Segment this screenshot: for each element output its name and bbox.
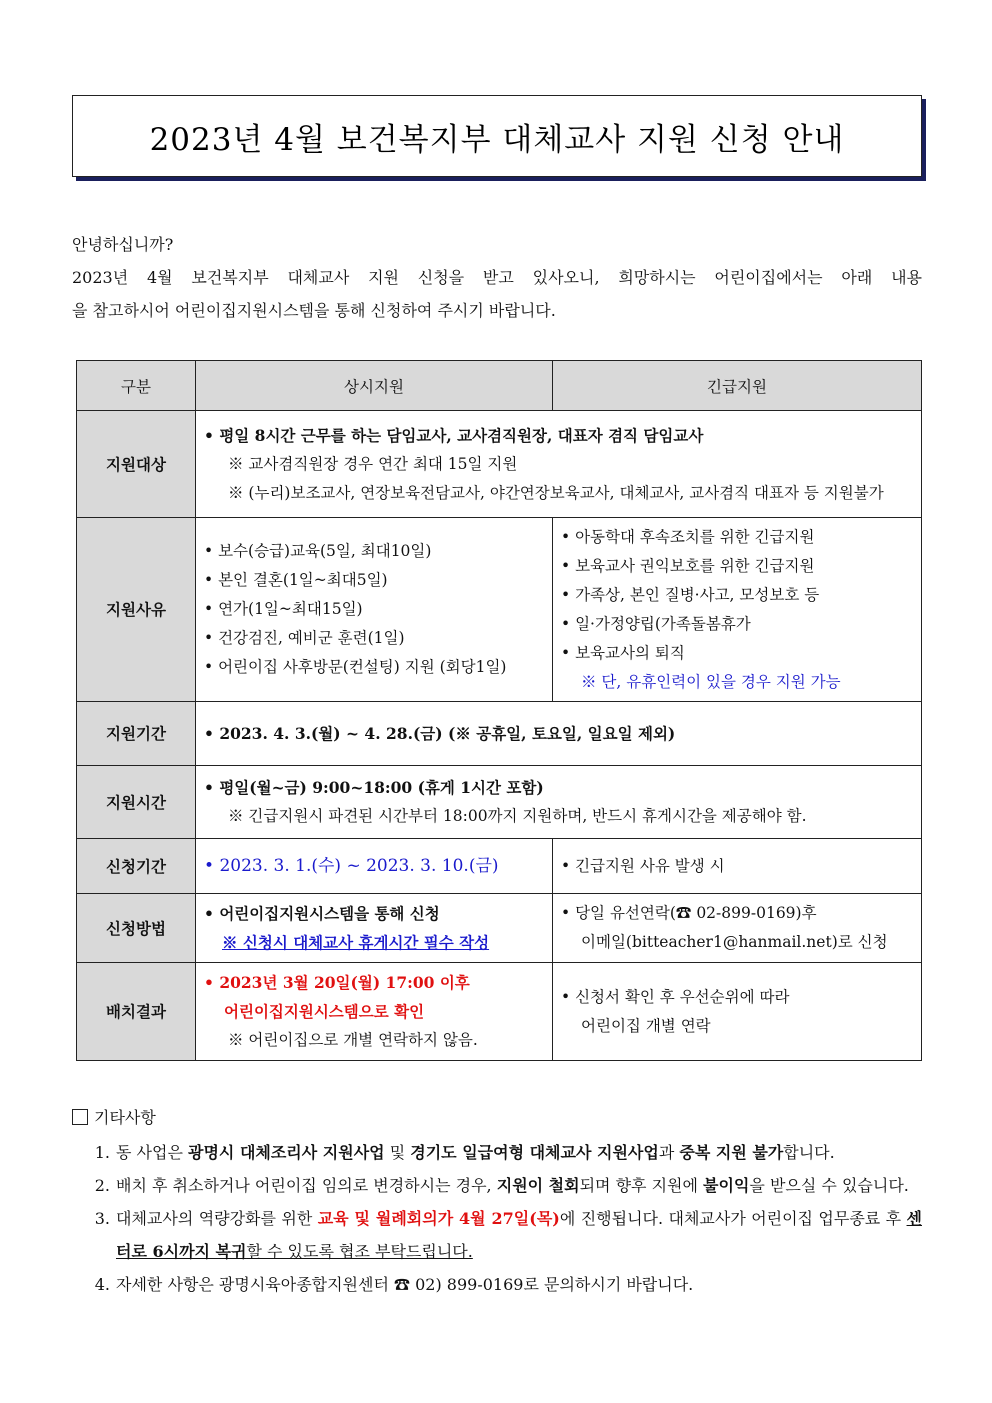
result-regular1: • 2023년 3월 20일(월) 17:00 이후 (204, 968, 544, 997)
label-hours: 지원시간 (77, 766, 196, 839)
list-item-text (116, 1202, 922, 1268)
list-item-text (116, 1136, 922, 1169)
cell-apply-method-urgent (553, 894, 922, 963)
hours-main: • 평일(월~금) 9:00~18:00 (휴게 1시간 포함) (204, 773, 913, 802)
reason-regular-item: • 건강검진, 예비군 훈련(1일) (204, 624, 544, 653)
text-segment: 동 사업은 (116, 1143, 188, 1162)
intro-line2: 을 참고하시어 어린이집지원시스템을 통해 신청하여 주시기 바랍니다. (72, 301, 556, 320)
cell-result-urgent (553, 963, 922, 1061)
target-note1: ※ 교사겸직원장 경우 연간 최대 15일 지원 (228, 454, 518, 473)
label-result: 배치결과 (77, 963, 196, 1061)
list-item-text (116, 1169, 922, 1202)
list-item-number: 1. (94, 1143, 110, 1162)
reason-regular-item: • 본인 결혼(1일~최대5일) (204, 566, 544, 595)
etc-heading-text: 기타사항 (94, 1108, 156, 1127)
text-segment-red: 교육 및 월례회의가 4월 27일(목) (317, 1209, 560, 1228)
intro-line1: 2023년 4월 보건복지부 대체교사 지원 신청을 받고 있사오니, 희망하시는 어린이집에서는 아래 내용 (72, 268, 922, 287)
list-item-number: 2. (94, 1176, 110, 1195)
cell-apply-period-regular (196, 839, 553, 894)
etc-list (72, 1136, 922, 1301)
row-reason (77, 518, 922, 702)
reason-urgent-item: • 보육교사 권익보호를 위한 긴급지원 (561, 552, 913, 581)
reason-urgent-item: • 가족상, 본인 질병·사고, 모성보호 등 (561, 581, 913, 610)
list-item (72, 1136, 922, 1169)
cell-apply-method-regular (196, 894, 553, 963)
reason-regular-item: • 보수(승급)교육(5일, 최대10일) (204, 537, 544, 566)
cell-reason-urgent (553, 518, 922, 702)
text-segment-bold: 지원이 철회 (496, 1176, 580, 1195)
text-segment-bold: 불이익 (703, 1176, 750, 1195)
reason-urgent-item: • 아동학대 후속조치를 위한 긴급지원 (561, 523, 913, 552)
text-segment: 배치 후 취소하거나 어린이집 임의로 변경하시는 경우, (116, 1176, 497, 1195)
hours-note: ※ 긴급지원시 파견된 시간부터 18:00까지 지원하며, 반드시 휴게시간을 제공해야 함. (228, 807, 807, 825)
list-item (72, 1202, 922, 1268)
apply-period-regular: • 2023. 3. 1.(수) ~ 2023. 3. 10.(금) (204, 852, 544, 881)
list-item (72, 1268, 922, 1301)
text-segment: 자세한 사항은 광명시육아종합지원센터 ☎ 02) 899-0169로 문의하시기 바랍니다. (116, 1275, 694, 1294)
reason-regular-item: • 어린이집 사후방문(컨설팅) 지원 (회당1일) (204, 653, 544, 682)
list-item (72, 1169, 922, 1202)
apply-method-urgent2: 이메일(bitteacher1@hanmail.net)로 신청 (581, 933, 888, 951)
text-segment-underline: 센터로 6시까지 복귀 (116, 1209, 922, 1261)
title-box (72, 95, 922, 177)
text-segment: 에 진행됩니다. 대체교사가 어린이집 업무종료 후 (559, 1209, 907, 1228)
text-segment: 을 받으실 수 있습니다. (749, 1176, 909, 1195)
period-text: • 2023. 4. 3.(월) ~ 4. 28.(금) (※ 공휴일, 토요일, 일요일 제외) (204, 719, 913, 748)
result-regular-note: ※ 어린이집으로 개별 연락하지 않음. (228, 1031, 478, 1049)
support-table (76, 360, 922, 1061)
list-item-number: 4. (94, 1275, 110, 1294)
row-apply-method (77, 894, 922, 963)
list-item-number: 3. (94, 1209, 110, 1228)
text-segment: 되며 향후 지원에 (579, 1176, 704, 1195)
result-regular2: 어린이집지원시스템으로 확인 (224, 1002, 425, 1021)
row-result (77, 963, 922, 1061)
label-apply-period: 신청기간 (77, 839, 196, 894)
reason-urgent-item: • 일·가정양립(가족돌봄휴가 (561, 610, 913, 639)
label-period: 지원기간 (77, 702, 196, 766)
cell-reason-regular (196, 518, 553, 702)
text-segment-underline: 할 수 있도록 협조 부탁드립니다. (246, 1242, 473, 1261)
cell-target (196, 411, 922, 518)
text-segment: 합니다. (783, 1143, 835, 1162)
cell-apply-period-urgent (553, 839, 922, 894)
text-segment-bold: 광명시 대체조리사 지원사업 (188, 1143, 385, 1162)
result-urgent2: 어린이집 개별 연락 (581, 1016, 711, 1035)
reason-urgent-note: ※ 단, 유휴인력이 있을 경우 지원 가능 (581, 672, 841, 691)
text-segment-bold: 중복 지원 불가 (679, 1143, 784, 1162)
cell-hours (196, 766, 922, 839)
label-apply-method: 신청방법 (77, 894, 196, 963)
apply-method-regular: • 어린이집지원시스템을 통해 신청 (204, 899, 544, 928)
cell-result-regular (196, 963, 553, 1061)
row-hours (77, 766, 922, 839)
intro (72, 228, 922, 327)
apply-method-note: ※ 신청시 대체교사 휴게시간 필수 작성 (222, 933, 490, 952)
label-reason: 지원사유 (77, 518, 196, 702)
row-target (77, 411, 922, 518)
etc-section (72, 1105, 922, 1301)
cell-period (196, 702, 922, 766)
etc-heading (72, 1105, 922, 1128)
reason-regular-item: • 연가(1일~최대15일) (204, 595, 544, 624)
text-segment: 과 (658, 1143, 680, 1162)
checkbox-icon (72, 1109, 88, 1125)
header-urgent: 긴급지원 (553, 361, 922, 411)
result-urgent1: • 신청서 확인 후 우선순위에 따라 (561, 983, 913, 1012)
page-title: 2023년 4월 보건복지부 대체교사 지원 신청 안내 (149, 121, 845, 158)
label-target: 지원대상 (77, 411, 196, 518)
target-main: • 평일 8시간 근무를 하는 담임교사, 교사겸직원장, 대표자 겸직 담임교사 (204, 421, 913, 450)
table-header-row (77, 361, 922, 411)
text-segment: 및 (384, 1143, 411, 1162)
row-period (77, 702, 922, 766)
header-category: 구분 (77, 361, 196, 411)
row-apply-period (77, 839, 922, 894)
text-segment: 대체교사의 역량강화를 위한 (116, 1209, 318, 1228)
intro-greeting: 안녕하십니까? (72, 235, 174, 254)
header-regular: 상시지원 (196, 361, 553, 411)
apply-method-urgent1: • 당일 유선연락(☎ 02-899-0169)후 (561, 899, 913, 928)
text-segment-bold: 경기도 일급여형 대체교사 지원사업 (410, 1143, 659, 1162)
apply-period-urgent: • 긴급지원 사유 발생 시 (561, 852, 913, 881)
target-note2: ※ (누리)보조교사, 연장보육전담교사, 야간연장보육교사, 대체교사, 교사겸직 대표자 등 지원불가 (228, 483, 884, 502)
reason-urgent-item: • 보육교사의 퇴직 (561, 639, 913, 668)
list-item-text (116, 1268, 922, 1301)
